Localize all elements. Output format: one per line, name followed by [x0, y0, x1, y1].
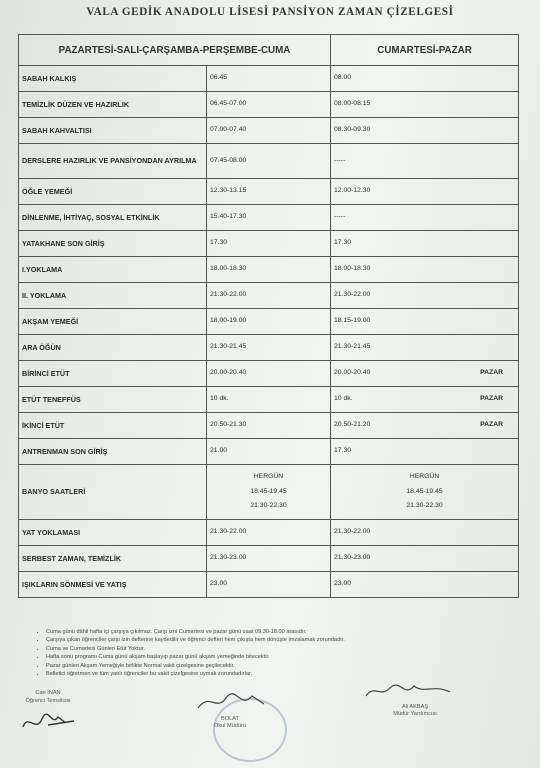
weekend-time-cell — [331, 520, 519, 546]
signer-role: Müdür Yardımcısı — [393, 711, 437, 718]
weekend-time: ----- — [334, 156, 346, 164]
schedule-body — [19, 66, 519, 598]
bath-slot2: 21.30-22.30 — [250, 502, 287, 510]
note-item: • Hafta sonu programı Cuma günü akşam başlayıp pazar günü akşam yemeğinde bitecektir. — [46, 653, 466, 661]
activity-cell: TEMİZLİK DÜZEN VE HAZIRLIK — [19, 92, 207, 118]
weekend-time-cell — [331, 144, 519, 179]
schedule-table — [18, 34, 519, 598]
activity-cell: ANTRENMAN SON GİRİŞ — [19, 439, 207, 465]
weekend-time: 18.15-19.00 — [334, 317, 371, 325]
weekday-time-cell: 15.40-17.30 — [207, 205, 331, 231]
activity-cell: YAT YOKLAMASI — [19, 520, 207, 546]
weekend-time: 21.30-22.00 — [334, 291, 371, 299]
weekend-bath-cell — [331, 465, 519, 520]
activity-cell: SERBEST ZAMAN, TEMİZLİK — [19, 546, 207, 572]
weekend-time: 10 dk. — [334, 395, 353, 403]
notes-list — [34, 628, 466, 678]
weekend-time: 08.30-09.30 — [334, 126, 371, 134]
weekday-time-cell: 21.30-22.00 — [207, 520, 331, 546]
weekend-time-cell — [331, 66, 519, 92]
principal-signature — [170, 690, 290, 731]
weekend-time: 17.30 — [334, 447, 352, 455]
note-item: • Çarşıya çıkan öğrenciler çarşı izin defterine kaydedilir ve öğrenci defteri hem çıkışta hem dönüşte imzalamak zorundadır. — [46, 636, 466, 644]
weekend-time-cell — [331, 205, 519, 231]
weekday-time-cell: 07.00-07.40 — [207, 118, 331, 144]
activity-cell: I.YOKLAMA — [19, 257, 207, 283]
activity-cell: AKŞAM YEMEĞİ — [19, 309, 207, 335]
table-row — [19, 387, 519, 413]
handwritten-signature — [360, 680, 470, 700]
weekend-note: PAZAR — [480, 369, 504, 377]
weekday-column-header: PAZARTESİ-SALI-ÇARŞAMBA-PERŞEMBE-CUMA — [19, 35, 331, 66]
activity-cell: BANYO SAATLERİ — [19, 465, 207, 520]
bath-slot1: 18.45-19.45 — [406, 487, 443, 495]
weekend-time: 08.00-08.15 — [334, 100, 371, 108]
signer-name: BOLAT — [221, 715, 239, 722]
weekday-time-cell: 23.00 — [207, 572, 331, 598]
vice-principal-signature — [340, 680, 490, 719]
activity-cell: ETÜT TENEFFÜS — [19, 387, 207, 413]
weekend-time-cell — [331, 118, 519, 144]
weekend-time-cell — [331, 179, 519, 205]
table-row — [19, 520, 519, 546]
note-item: • Cuma ve Cumartesi Günleri Etüt Yoktur. — [46, 645, 466, 653]
signer-name: Ali AKBAŞ — [401, 703, 429, 710]
activity-cell: IŞIKLARIN SÖNMESİ VE YATIŞ — [19, 572, 207, 598]
signer-role: Öğrenci Temsilcisi — [25, 697, 71, 704]
table-row — [19, 257, 519, 283]
weekend-time: 17.30 — [334, 239, 352, 247]
weekend-time-cell — [331, 413, 519, 439]
activity-cell: SABAH KALKIŞ — [19, 66, 207, 92]
table-row — [19, 361, 519, 387]
signer-name: Can İNAN — [35, 690, 61, 696]
weekday-time-cell: 10 dk. — [207, 387, 331, 413]
weekend-time: 21.30-22.00 — [334, 528, 371, 536]
weekend-time-cell — [331, 309, 519, 335]
activity-cell: DİNLENME, İHTİYAÇ, SOSYAL ETKİNLİK — [19, 205, 207, 231]
table-row — [19, 66, 519, 92]
weekend-time: 08.00 — [334, 74, 352, 82]
table-row — [19, 465, 519, 520]
weekend-time-cell — [331, 361, 519, 387]
table-row — [19, 92, 519, 118]
weekend-time: 21.30-23.00 — [334, 554, 371, 562]
handwritten-signature — [18, 705, 78, 735]
table-row — [19, 439, 519, 465]
table-row — [19, 335, 519, 361]
note-item: • Pazar günleri Akşam Yemeğiyle birlikte Normal vakit çizelgesine geçilecektir. — [46, 662, 466, 670]
handwritten-signature — [190, 690, 270, 712]
table-row — [19, 309, 519, 335]
weekend-note: PAZAR — [480, 395, 504, 403]
weekday-time-cell: 06.45-07.00 — [207, 92, 331, 118]
activity-cell: ÖĞLE YEMEĞİ — [19, 179, 207, 205]
table-row — [19, 546, 519, 572]
note-item: • Cuma günü dâhil hafta içi çarşıya çıkılmaz. Çarşı izni Cumartesi ve pazar günü saat 09.30-18.00 arasıdır. — [46, 628, 466, 636]
table-header-row — [19, 35, 519, 66]
weekday-time-cell: 07.45-08.00 — [207, 144, 331, 179]
weekend-time: 20.00-20.40 — [334, 369, 371, 377]
weekend-time: ----- — [334, 213, 346, 221]
weekend-time-cell — [331, 439, 519, 465]
weekend-time: 23.00 — [334, 580, 352, 588]
weekend-time-cell — [331, 335, 519, 361]
bath-head: HERGÜN — [253, 472, 284, 480]
table-row — [19, 413, 519, 439]
weekday-time-cell: 20.50-21.30 — [207, 413, 331, 439]
bath-slot1: 18.45-19.45 — [250, 487, 287, 495]
weekday-time-cell: 06.45 — [207, 66, 331, 92]
weekday-time-cell: 17.30 — [207, 231, 331, 257]
weekday-time-cell: 21.30-21.45 — [207, 335, 331, 361]
activity-cell: YATAKHANE SON GİRİŞ — [19, 231, 207, 257]
table-row — [19, 118, 519, 144]
weekend-time-cell — [331, 92, 519, 118]
student-rep-signature — [18, 690, 78, 739]
weekend-column-header: CUMARTESİ-PAZAR — [331, 35, 519, 66]
weekend-time-cell — [331, 257, 519, 283]
weekend-time-cell — [331, 546, 519, 572]
weekday-time-cell: 12.30-13.15 — [207, 179, 331, 205]
table-row — [19, 179, 519, 205]
weekday-time-cell: 18.00-18.30 — [207, 257, 331, 283]
weekday-time-cell: 20.00-20.40 — [207, 361, 331, 387]
table-row — [19, 572, 519, 598]
weekend-time: 21.30-21.45 — [334, 343, 371, 351]
weekend-time: 12.00-12.30 — [334, 187, 371, 195]
bath-slot2: 21.30-22.30 — [406, 502, 443, 510]
weekend-time-cell — [331, 572, 519, 598]
weekday-time-cell: 21.00 — [207, 439, 331, 465]
weekday-bath-cell — [207, 465, 331, 520]
activity-cell: DERSLERE HAZIRLIK VE PANSİYONDAN AYRILMA — [19, 144, 207, 179]
weekend-note: PAZAR — [480, 421, 504, 429]
activity-cell: BİRİNCİ ETÜT — [19, 361, 207, 387]
activity-cell: II. YOKLAMA — [19, 283, 207, 309]
table-row — [19, 144, 519, 179]
weekend-time: 18.00-18.30 — [334, 265, 371, 273]
table-row — [19, 231, 519, 257]
activity-cell: ARA ÖĞÜN — [19, 335, 207, 361]
document-title: VALA GEDİK ANADOLU LİSESİ PANSİYON ZAMAN ÇİZELGESİ — [86, 6, 454, 18]
table-row — [19, 205, 519, 231]
weekday-time-cell: 21.30-23.00 — [207, 546, 331, 572]
bath-head: HERGÜN — [409, 472, 440, 480]
activity-cell: İKİNCİ ETÜT — [19, 413, 207, 439]
weekend-time-cell — [331, 231, 519, 257]
weekday-time-cell: 21.30-22.00 — [207, 283, 331, 309]
note-item: • Belletici öğretmen ve tüm yatılı öğrenciler bu vakit çizelgesine uymak zorundadırlar. — [46, 670, 466, 678]
weekday-time-cell: 18.00-19.00 — [207, 309, 331, 335]
weekend-time: 20.50-21.20 — [334, 421, 371, 429]
weekend-time-cell — [331, 283, 519, 309]
activity-cell: SABAH KAHVALTISI — [19, 118, 207, 144]
signer-role: Okul Müdürü — [213, 723, 247, 730]
table-row — [19, 283, 519, 309]
weekend-time-cell — [331, 387, 519, 413]
